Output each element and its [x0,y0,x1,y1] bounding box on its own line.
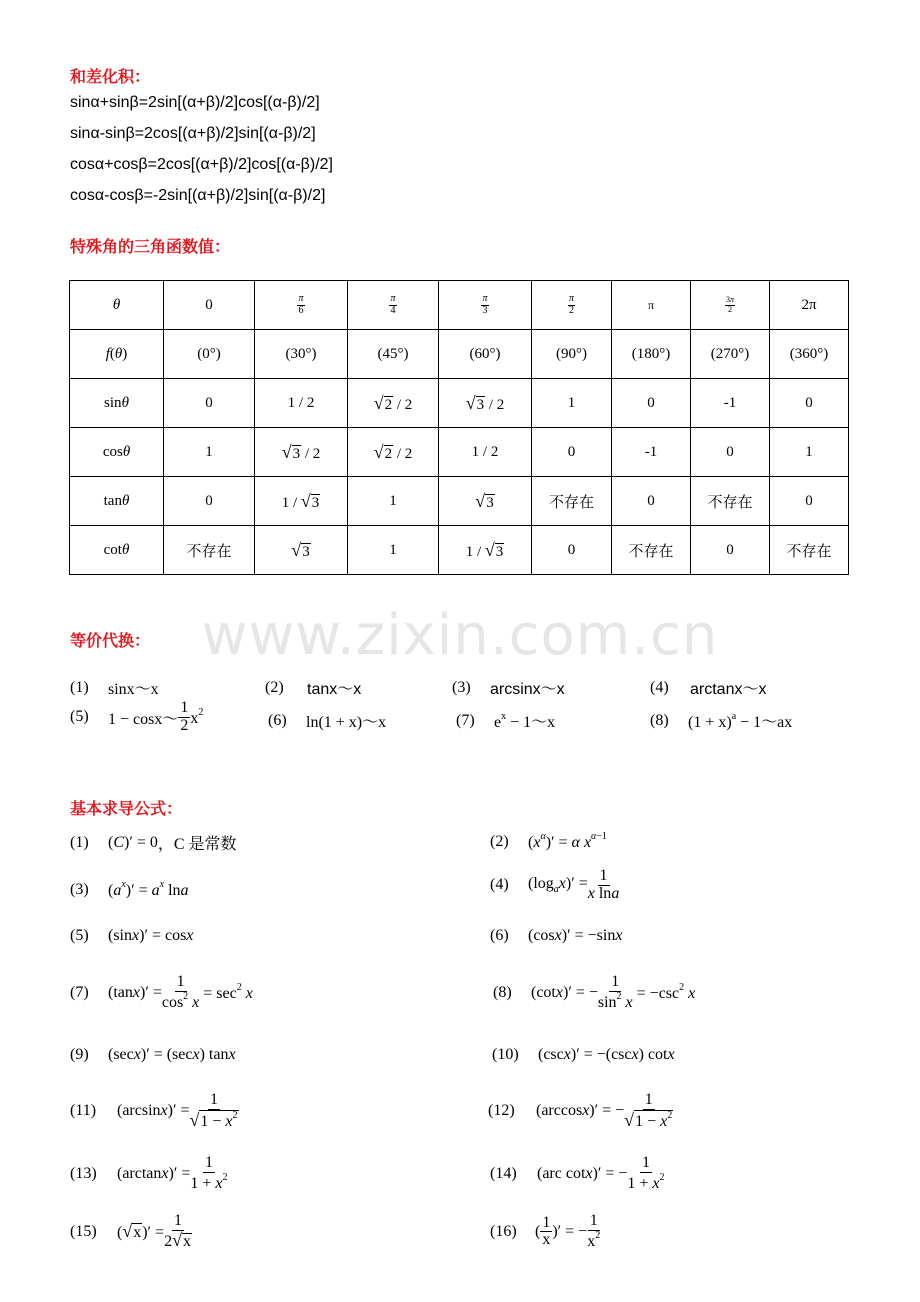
derivative-11: (11) (arcsinx)′ = $\frac{1}{√1 - x^2}$ [70,1091,238,1130]
table-cell: $\frac{3\pi}{2}$ [691,281,770,330]
formula-line-1: sinα+sinβ=2sin[(α+β)/2]cos[(α-β)/2] [70,94,320,111]
table-cell: -1 [691,379,770,428]
equivalent-item-4: (4) arctanx～x [650,678,767,698]
table-cell: 不存在 [691,477,770,526]
table-cell: -1 [612,428,691,477]
table-row [70,526,849,575]
derivative-6: (6) (cosx)′ = −sinx [490,927,623,944]
table-cell: √2 / 2 [348,428,439,477]
table-cell: (360°) [770,330,849,379]
table-cell: 0 [612,379,691,428]
table-cell: 0 [532,526,612,575]
table-cell: 1 [348,526,439,575]
table-cell: √3 [255,526,348,575]
equivalent-item-2: (2) tanx～x [265,678,362,698]
table-cell: $\frac{\pi}{4}$ [348,281,439,330]
formula-line-3: cosα+cosβ=2cos[(α+β)/2]cos[(α-β)/2] [70,156,333,173]
table-cell: 不存在 [612,526,691,575]
table-cell: 1 [348,477,439,526]
table-cell: 1 [532,379,612,428]
table-cell: 2π [770,281,849,330]
derivative-7: (7) (tanx)′ = $\frac{1}{\cos^2 x}$ = $\sec^2 x$ [70,973,253,1011]
table-cell: π [612,281,691,330]
equivalent-item-6: (6) ln(1 + x)～x [268,711,387,731]
table-cell: 1 [164,428,255,477]
table-cell: 1 / 2 [439,428,532,477]
f-theta-header: f(θ) [70,330,164,379]
table-cell: √3 / 2 [439,379,532,428]
table-cell: (30°) [255,330,348,379]
table-cell: (0°) [164,330,255,379]
equivalent-item-5: (5) 1 − cosx～ $\frac{1}{2}$ $x^2$ [70,699,204,734]
row-label-sin: sinθ [70,379,164,428]
table-cell: 1 / 2 [255,379,348,428]
table-cell: 0 [691,428,770,477]
derivative-16: (16) ( $\frac{1}{x}$ )′ = − $\frac{1}{x^2}$ [490,1212,601,1250]
derivative-9: (9) (secx)′ = (secx) tanx [70,1046,236,1063]
derivative-12: (12) (arccosx)′ = − $\frac{1}{√1 - x^2}$ [488,1091,673,1130]
constant-note: ，C 是常数 [157,836,237,853]
table-cell: 0 [770,379,849,428]
table-cell: √3 [439,477,532,526]
table-cell: 1 / √3 [255,477,348,526]
table-cell: 1 [770,428,849,477]
derivative-15: (15) (√x)′ = $\frac{1}{2√x}$ [70,1212,191,1250]
equivalent-item-8: (8) $(1 + x)^a$ − 1～ax [650,711,793,731]
derivative-14: (14) (arc cotx)′ = − $\frac{1}{1 + x^2}$ [490,1154,665,1192]
formula-line-2: sinα-sinβ=2cos[(α+β)/2]sin[(α-β)/2] [70,125,316,142]
derivative-10: (10) (cscx)′ = −(cscx) cotx [492,1046,675,1063]
theta-header: θ [70,281,164,330]
table-cell: 不存在 [164,526,255,575]
watermark: www.zixin.com.cn [201,603,719,668]
derivative-4: (4) $(\log_ax)'$ = $\frac{1}{\text{x lna}}$ [490,867,620,902]
derivative-5: (5) (sinx)′ = cosx [70,927,194,944]
formula-line-4: cosα-cosβ=-2sin[(α+β)/2]sin[(α-β)/2] [70,187,326,204]
derivative-2: (2) $(x^\alpha)' = \alpha$ $x^{\alpha-1}$ [490,831,607,851]
row-label-cos: cosθ [70,428,164,477]
table-cell: (45°) [348,330,439,379]
table-cell: √2 / 2 [348,379,439,428]
table-row [70,379,849,428]
table-cell: 0 [691,526,770,575]
heading-sum-to-product: 和差化积： [70,67,151,86]
table-cell: (270°) [691,330,770,379]
table-cell: (60°) [439,330,532,379]
table-cell: $\frac{\pi}{3}$ [439,281,532,330]
table-cell: 0 [164,379,255,428]
table-cell: 0 [612,477,691,526]
table-row [70,281,849,330]
table-cell: 0 [770,477,849,526]
equivalent-item-3: (3) arcsinx～x [452,678,565,698]
table-cell: 1 / √3 [439,526,532,575]
derivative-3: (3) $(a^x)' = a^x$ lna [70,879,189,899]
table-cell: 0 [532,428,612,477]
table-cell: 不存在 [532,477,612,526]
table-cell: 不存在 [770,526,849,575]
table-cell: 0 [164,477,255,526]
table-cell: 0 [164,281,255,330]
table-cell: (90°) [532,330,612,379]
row-label-cot: cotθ [70,526,164,575]
table-cell: $\frac{\pi}{6}$ [255,281,348,330]
derivative-1: (1) (C)′ = 0 ，C 是常数 [70,831,237,854]
heading-special-angles: 特殊角的三角函数值： [70,237,231,256]
heading-equivalent: 等价代换： [70,631,151,650]
trig-values-table [69,280,849,575]
heading-derivatives: 基本求导公式： [70,799,183,818]
table-row [70,330,849,379]
table-row [70,428,849,477]
equivalent-item-7: (7) $e^x$ − 1～x [456,711,556,731]
derivative-8: (8) (cotx)′ = − $\frac{1}{\sin^2 x}$ = $-\csc^2$ x [493,973,696,1011]
table-row [70,477,849,526]
row-label-tan: tanθ [70,477,164,526]
table-cell: (180°) [612,330,691,379]
table-cell: $\frac{\pi}{2}$ [532,281,612,330]
derivative-13: (13) (arctanx)′ = $\frac{1}{1 + x^2}$ [70,1154,228,1192]
equivalent-item-1: (1) sinx～x [70,678,159,698]
table-cell: √3 / 2 [255,428,348,477]
